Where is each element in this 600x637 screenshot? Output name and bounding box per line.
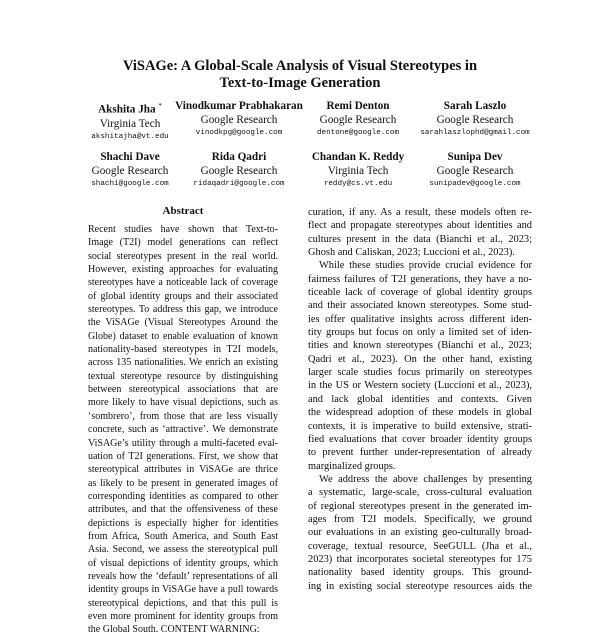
- text-line: fied evaluations that cover broader identity groups: [308, 433, 532, 445]
- author-email[interactable]: dentone@google.com: [316, 129, 400, 137]
- text-line: as likely to be present in generated images of: [88, 477, 278, 489]
- text-line: Qadri et al., 2023). On the other hand, existing: [308, 353, 532, 365]
- body-column-right: [308, 206, 532, 593]
- text-line: identity groups in ViSAGe have a pull towards: [88, 584, 278, 596]
- text-line: coverage, textual resource, SeeGULL (Jha et al.,: [308, 540, 532, 552]
- text-line: tity groups but focus on only a limited set of iden-: [308, 327, 532, 339]
- text-line: stereotypes have a noticeable lack of coverage: [88, 277, 278, 289]
- text-line: the ViSAGe (Visual Stereotypes Around the: [88, 317, 278, 329]
- author-name: Remi Denton: [326, 100, 390, 112]
- text-line: marginalized groups.: [308, 460, 396, 472]
- author-name: Vinodkumar Prabhakaran: [175, 100, 303, 112]
- text-line: and lack global identities and contexts. Given: [308, 393, 532, 405]
- author-affiliation: Google Research: [319, 114, 397, 126]
- text-line: the Global South. CONTENT WARNING:: [88, 624, 260, 636]
- author-affiliation: Virginia Tech: [99, 117, 161, 130]
- text-line: corresponding identities as compared to other: [88, 490, 278, 502]
- text-line: Ghosh and Caliskan, 2023; Luccioni et al., 2023).: [308, 247, 515, 259]
- text-line: ‘sombrero’, from those that are less visually: [88, 410, 278, 422]
- author-footnote-mark: *: [158, 102, 162, 110]
- paper-title: [0, 58, 600, 92]
- author-name: Sunipa Dev: [447, 151, 503, 163]
- text-line: While these studies provide crucial evidence for: [319, 260, 532, 272]
- author-name: Sarah Laszlo: [443, 100, 507, 112]
- text-line: and their associated known stereotypes. Some stud-: [308, 300, 532, 312]
- text-line: Globe) dataset to enable evaluation of known: [88, 330, 278, 342]
- text-line: between stereotypical associations that are: [88, 384, 278, 396]
- text-line: curation, if any. As a result, these models often re-: [308, 207, 532, 218]
- text-line: our evaluations in an existing geo-culturally broad-: [308, 527, 532, 539]
- text-line: more likely to have visual depictions, such as: [88, 397, 278, 409]
- text-line: ies offer qualitative insights across different iden-: [308, 313, 532, 325]
- title-line-2: Text-to-Image Generation: [219, 75, 381, 91]
- text-line: ViSAGe’s utility through a multi-faceted eval-: [88, 437, 278, 449]
- text-line: concrete, such as ‘attractive’. We demonstrate: [88, 424, 278, 436]
- author-email[interactable]: vinodkpg@google.com: [195, 129, 283, 137]
- text-line: Asia. Second, we assess the stereotypical pull: [88, 544, 278, 556]
- text-line: 2023) that incorporates societal stereotypes for 175: [308, 553, 532, 565]
- text-line: nationality-based stereotypes in T2I models,: [88, 344, 278, 356]
- text-line: uation of T2I generations. First, we show that: [88, 450, 278, 462]
- text-line: the widespread adoption of these models in global: [308, 407, 532, 419]
- author-name: Shachi Dave: [100, 151, 160, 163]
- author-name: Chandan K. Reddy: [311, 151, 405, 163]
- text-line: We address the above challenges by presenting: [319, 473, 532, 485]
- text-line: stereotypes. To address this gap, we introduce: [88, 304, 278, 316]
- abstract-heading: Abstract: [162, 205, 204, 217]
- text-line: ages from T2I models. Specifically, we ground: [308, 513, 532, 525]
- title-line-1: ViSAGe: A Global-Scale Analysis of Visual Stereotypes in: [122, 58, 478, 74]
- author-affiliation: Google Research: [436, 114, 514, 126]
- author-affiliation: Google Research: [436, 165, 514, 177]
- author-affiliation: Google Research: [200, 114, 278, 126]
- text-line: nationality based identity groups. This ground-: [308, 567, 532, 579]
- text-line: ing in existing social stereotype resources aids the: [308, 580, 532, 592]
- text-line: tities and known stereotypes (Bianchi et al., 2023;: [308, 340, 532, 352]
- text-line: ticeable lack of coverage of global identity groups: [308, 287, 532, 299]
- text-line: reveals how the ‘default’ representations of all: [88, 570, 278, 582]
- text-line: social stereotypes present in the real world.: [88, 250, 278, 262]
- text-line: even more prominent for identity groups from: [88, 610, 278, 622]
- author-affiliation: Google Research: [91, 165, 169, 177]
- text-line: However, existing approaches for evaluating: [88, 264, 278, 276]
- text-line: of regional stereotypes present in the generated im-: [308, 500, 532, 512]
- author-email[interactable]: sunipadev@google.com: [429, 180, 521, 188]
- text-line: across 135 nationalities. We enrich an existing: [88, 357, 278, 369]
- author-email[interactable]: shachi@google.com: [91, 180, 169, 188]
- text-line: textual stereotype resource by distinguishing: [88, 370, 278, 382]
- author-name: Akshita Jha *: [98, 102, 162, 116]
- author-affiliation: Google Research: [200, 165, 278, 177]
- text-line: stereotypical attributes in ViSAGe are thrice: [88, 464, 278, 476]
- author-name: Rida Qadri: [211, 151, 267, 163]
- text-line: of visual depictions of identity groups, which: [88, 557, 278, 569]
- author-email[interactable]: akshitajha@vt.edu: [91, 132, 169, 141]
- text-line: flect and propagate stereotypes about identities and: [308, 220, 532, 232]
- text-line: Recent studies have shown that Text-to-: [88, 224, 278, 235]
- text-line: depictions is especially higher for identities: [88, 517, 278, 529]
- abstract-body: [88, 223, 278, 637]
- text-line: fairness failures of T2I generations, they have a no-: [308, 273, 532, 285]
- text-line: contexts, it is imperative to build extensive, strati-: [308, 420, 532, 432]
- author-block: [400, 150, 550, 190]
- text-line: stereotypical depictions, and that this pull is: [88, 597, 278, 609]
- text-line: Image (T2I) model generations can reflect: [88, 237, 278, 249]
- text-line: from Africa, South America, and South East: [88, 530, 278, 542]
- text-line: to prevent further under-representation of already: [308, 447, 532, 459]
- text-line: a systematic, large-scale, cross-cultural evaluation: [308, 487, 532, 499]
- author-email[interactable]: reddy@cs.vt.edu: [323, 180, 393, 188]
- author-block: [400, 99, 550, 139]
- author-affiliation: Virginia Tech: [327, 165, 389, 177]
- text-line: of global identity groups and their associated: [88, 290, 278, 302]
- text-line: larger scale studies focus primarily on stereotypes: [308, 367, 532, 379]
- text-line: cultures present in the data (Bianchi et al., 2023;: [308, 233, 532, 245]
- author-email[interactable]: ridaqadri@google.com: [193, 180, 285, 188]
- text-line: attributes, and that the offensiveness of these: [88, 504, 278, 516]
- author-email[interactable]: sarahlaszlophd@gmail.com: [420, 129, 530, 137]
- text-line: in the US or Western society (Luccioni et al., 2023),: [308, 380, 532, 392]
